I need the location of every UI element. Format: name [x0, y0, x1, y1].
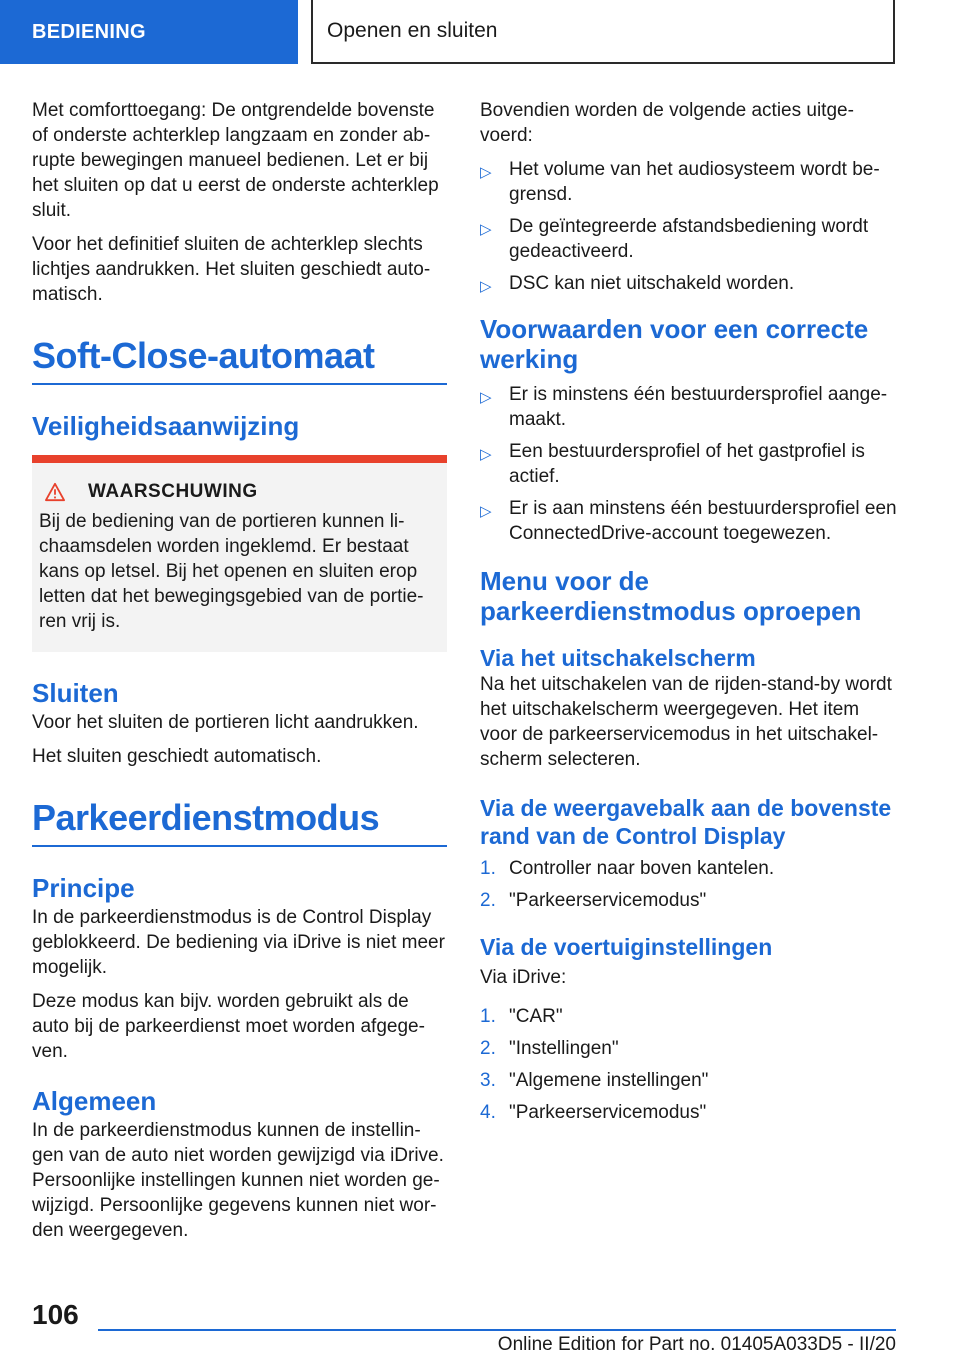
left-column [32, 98, 447, 1252]
sluiten-paragraph: Het sluiten geschiedt automatisch. [32, 746, 322, 767]
warning-text: Bij de bediening van de portieren kunnen li-chaamsdelen worden ingeklemd. Er bestaat kans op letsel. Bij het openen en sluiten erop letten dat het bewegingsgebied van de portie-ren vrij is. [39, 511, 424, 632]
list-item: ▷ Het volume van het audiosysteem wordt be-grensd. [480, 159, 880, 205]
list-item: 1. "CAR" [480, 1006, 563, 1027]
list-item: 2. "Instellingen" [480, 1038, 619, 1059]
triangle-bullet-icon: ▷ [480, 503, 492, 520]
right-column [480, 98, 900, 1134]
heading-voertuiginstellingen: Via de voertuiginstellingen [480, 934, 773, 960]
heading-sluiten: Sluiten [32, 678, 119, 708]
intro-paragraph: Met comforttoegang: De ontgrendelde bovenste of onderste achterklep langzaam en zonder ab-rupte bewegingen manueel bedienen. Let er bij het sluiten op dat u eerst de onderste achterklep sluit. [32, 100, 439, 221]
intro-paragraph: Voor het definitief sluiten de achterklep slechts lichtjes aandrukken. Het sluiten geschiedt auto-matisch. [32, 234, 431, 305]
triangle-bullet-icon: ▷ [480, 389, 492, 406]
actions-list [480, 157, 900, 296]
triangle-bullet-icon: ▷ [480, 278, 492, 295]
actions-intro: Bovendien worden de volgende acties uitge-voerd: [480, 100, 854, 146]
list-item: ▷ Er is minstens één bestuurdersprofiel aange-maakt. [480, 384, 888, 430]
page-header-title: Openen en sluiten [311, 0, 895, 64]
section-tab: BEDIENING [0, 0, 298, 64]
heading-voorwaarden: Voorwaarden voor een correcte werking [480, 314, 869, 374]
weergavebalk-steps [480, 856, 900, 913]
principe-paragraph: In de parkeerdienstmodus is de Control Display geblokkeerd. De bediening via iDrive is niet meer mogelijk. [32, 907, 445, 978]
page-number: 106 [32, 1299, 79, 1330]
heading-soft-close: Soft-Close-automaat [32, 335, 447, 385]
heading-safety: Veiligheidsaanwijzing [32, 411, 300, 441]
list-item: ▷ Een bestuurdersprofiel of het gastprofiel is actief. [480, 441, 865, 487]
triangle-bullet-icon: ▷ [480, 221, 492, 238]
voertuig-intro: Via iDrive: [480, 967, 567, 988]
algemeen-paragraph: In de parkeerdienstmodus kunnen de instellin-gen van de auto niet worden gewijzigd via iDrive. Persoonlijke instellingen kunnen niet worden ge-wijzigd. Persoonlijke gegevens kunnen niet wor-den weergegeven. [32, 1120, 444, 1241]
heading-uitschakelscherm: Via het uitschakelscherm [480, 645, 756, 671]
warning-title: WAARSCHUWING [88, 481, 258, 502]
heading-menu: Menu voor de parkeerdienstmodus oproepen [480, 566, 862, 626]
warning-header [32, 481, 447, 503]
sluiten-paragraph: Voor het sluiten de portieren licht aandrukken. [32, 712, 419, 733]
triangle-bullet-icon: ▷ [480, 164, 492, 181]
conditions-list [480, 382, 900, 546]
warning-triangle-icon [44, 482, 66, 502]
list-item: ▷ Er is aan minstens één bestuurdersprofiel een ConnectedDrive-account toegewezen. [480, 498, 897, 544]
list-item: 2. "Parkeerservicemodus" [480, 890, 707, 911]
warning-box [32, 455, 447, 652]
list-item: 3. "Algemene instellingen" [480, 1070, 709, 1091]
heading-algemeen: Algemeen [32, 1086, 157, 1116]
uitschakel-paragraph: Na het uitschakelen van de rijden-stand-by wordt het uitschakelscherm weergegeven. Het item voor de parkeerservicemodus in het uitschakel-scherm selecteren. [480, 674, 892, 770]
list-item: ▷ De geïntegreerde afstandsbediening wordt gedeactiveerd. [480, 216, 869, 262]
principe-paragraph: Deze modus kan bijv. worden gebruikt als de auto bij de parkeerdienst moet worden afgege-ven. [32, 991, 425, 1062]
footer-divider [98, 1329, 896, 1331]
list-item: 4. "Parkeerservicemodus" [480, 1102, 707, 1123]
heading-weergavebalk: Via de weergavebalk aan de bovenste rand van de Control Display [480, 795, 892, 849]
voertuig-steps [480, 1004, 900, 1125]
heading-principe: Principe [32, 873, 135, 903]
list-item: 1. Controller naar boven kantelen. [480, 858, 775, 879]
triangle-bullet-icon: ▷ [480, 446, 492, 463]
footer-edition: Online Edition for Part no. 01405A033D5 - II/20 [497, 1334, 896, 1355]
list-item: ▷ DSC kan niet uitschakeld worden. [480, 271, 900, 296]
heading-parkeerdienstmodus: Parkeerdienstmodus [32, 797, 447, 847]
